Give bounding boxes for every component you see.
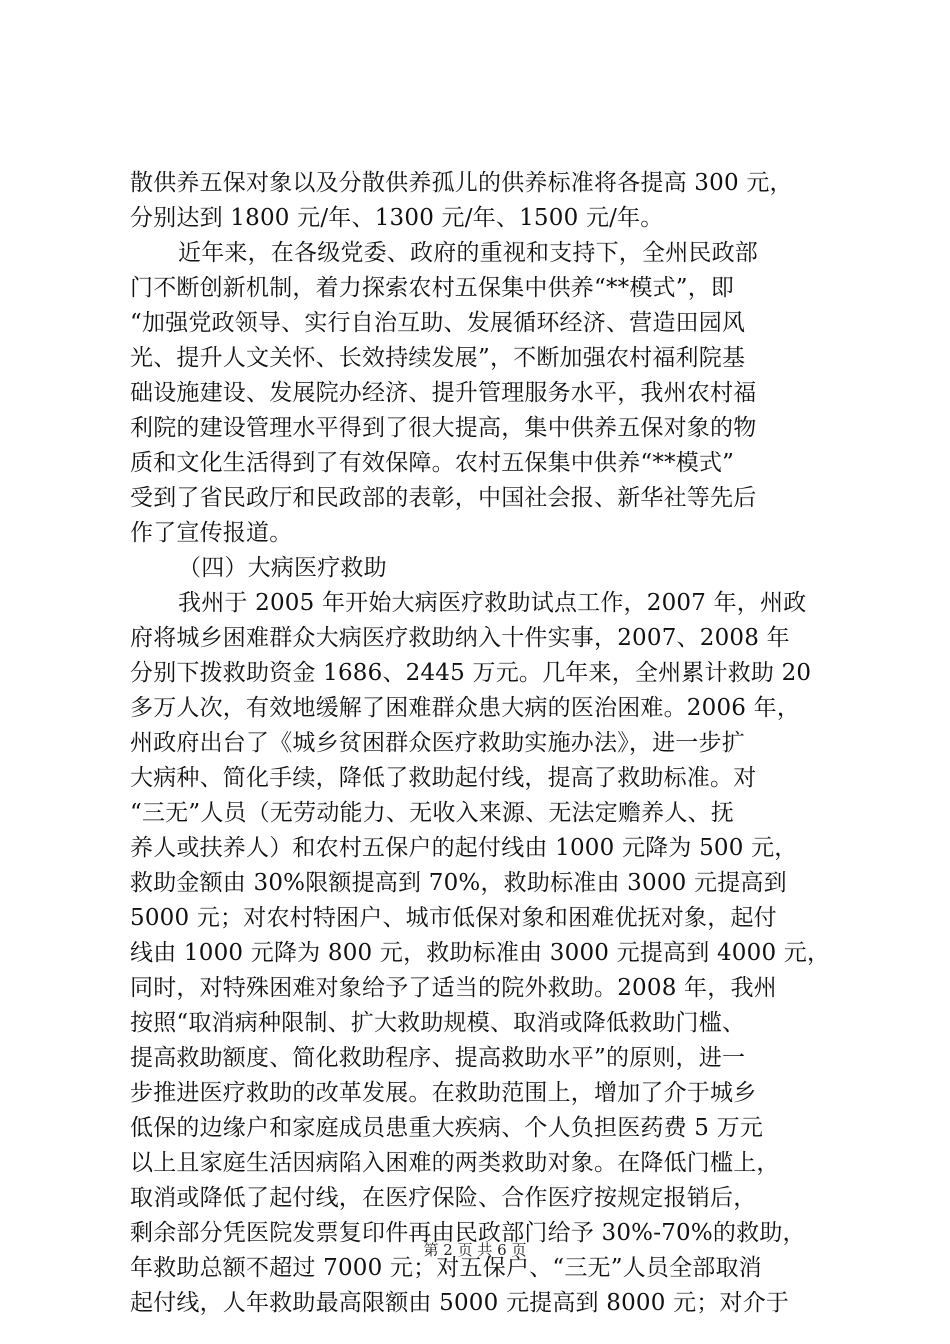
text-line: 光、提升人文关怀、长效持续发展”，不断加强农村福利院基 [130, 345, 746, 371]
document-body [130, 166, 830, 1321]
text-line: 大病种、简化手续，降低了救助起付线，提高了救助标准。对 [130, 765, 757, 791]
text-line: 取消或降低了起付线，在医疗保险、合作医疗按规定报销后， [130, 1185, 757, 1211]
text-line: 我州于 2005 年开始大病医疗救助试点工作，2007 年，州政 [178, 590, 807, 616]
text-line: 作了宣传报道。 [130, 520, 293, 546]
text-line: 救助金额由 30%限额提高到 70%，救助标准由 3000 元提高到 [130, 870, 787, 896]
text-line: 以上且家庭生活因病陷入困难的两类救助对象。在降低门槛上， [130, 1150, 780, 1176]
text-line: 门不断创新机制，着力探索农村五保集中供养“**模式”，即 [130, 275, 735, 301]
text-line: 年救助总额不超过 7000 元；对五保户、“三无”人员全部取消 [130, 1255, 762, 1281]
text-line: 线由 1000 元降为 800 元，救助标准由 3000 元提高到 4000 元， [130, 940, 831, 966]
text-line: 养人或扶养人）和农村五保户的起付线由 1000 元降为 500 元， [130, 835, 798, 861]
text-line: 低保的边缘户和家庭成员患重大疾病、个人负担医药费 5 万元 [130, 1115, 764, 1141]
text-line: 多万人次，有效地缓解了困难群众患大病的医治困难。2006 年， [130, 695, 801, 721]
text-line: 受到了省民政厅和民政部的表彰，中国社会报、新华社等先后 [130, 485, 757, 511]
text-line: 步推进医疗救助的改革发展。在救助范围上，增加了介于城乡 [130, 1080, 757, 1106]
text-line: 质和文化生活得到了有效保障。农村五保集中供养“**模式” [130, 450, 735, 476]
text-line: 利院的建设管理水平得到了很大提高，集中供养五保对象的物 [130, 415, 757, 441]
page-footer: 第 2 页 共 6 页 [423, 1241, 527, 1259]
text-line: 州政府出台了《城乡贫困群众医疗救助实施办法》，进一步扩 [130, 730, 745, 756]
text-line: 础设施建设、发展院办经济、提升管理服务水平，我州农村福 [130, 380, 757, 406]
text-line: 提高救助额度、简化救助程序、提高救助水平”的原则，进一 [130, 1045, 746, 1071]
text-line: 起付线，人年救助最高限额由 5000 元提高到 8000 元；对介于 [130, 1290, 790, 1316]
text-line: 散供养五保对象以及分散供养孤儿的供养标准将各提高 300 元， [130, 170, 793, 196]
text-line: 按照“取消病种限制、扩大救助规模、取消或降低救助门槛、 [130, 1010, 746, 1036]
text-line: 5000 元；对农村特困户、城市低保对象和困难优抚对象，起付 [130, 905, 777, 931]
text-line: 分别达到 1800 元/年、1300 元/年、1500 元/年。 [130, 205, 664, 231]
text-line: 府将城乡困难群众大病医疗救助纳入十件实事，2007、2008 年 [130, 625, 790, 651]
text-line: （四）大病医疗救助 [178, 555, 387, 581]
text-line: 同时，对特殊困难对象给予了适当的院外救助。2008 年，我州 [130, 975, 777, 1001]
text-line: 剩余部分凭医院发票复印件再由民政部门给予 30%-70%的救助， [130, 1220, 806, 1246]
text-line: 分别下拨救助资金 1686、2445 万元。几年来，全州累计救助 20 [130, 660, 812, 686]
text-line: 近年来，在各级党委、政府的重视和支持下，全州民政部 [178, 240, 758, 266]
text-line: “三无”人员（无劳动能力、无收入来源、无法定赡养人、抚 [130, 800, 734, 826]
text-line: “加强党政领导、实行自治互助、发展循环经济、营造田园风 [130, 310, 746, 336]
